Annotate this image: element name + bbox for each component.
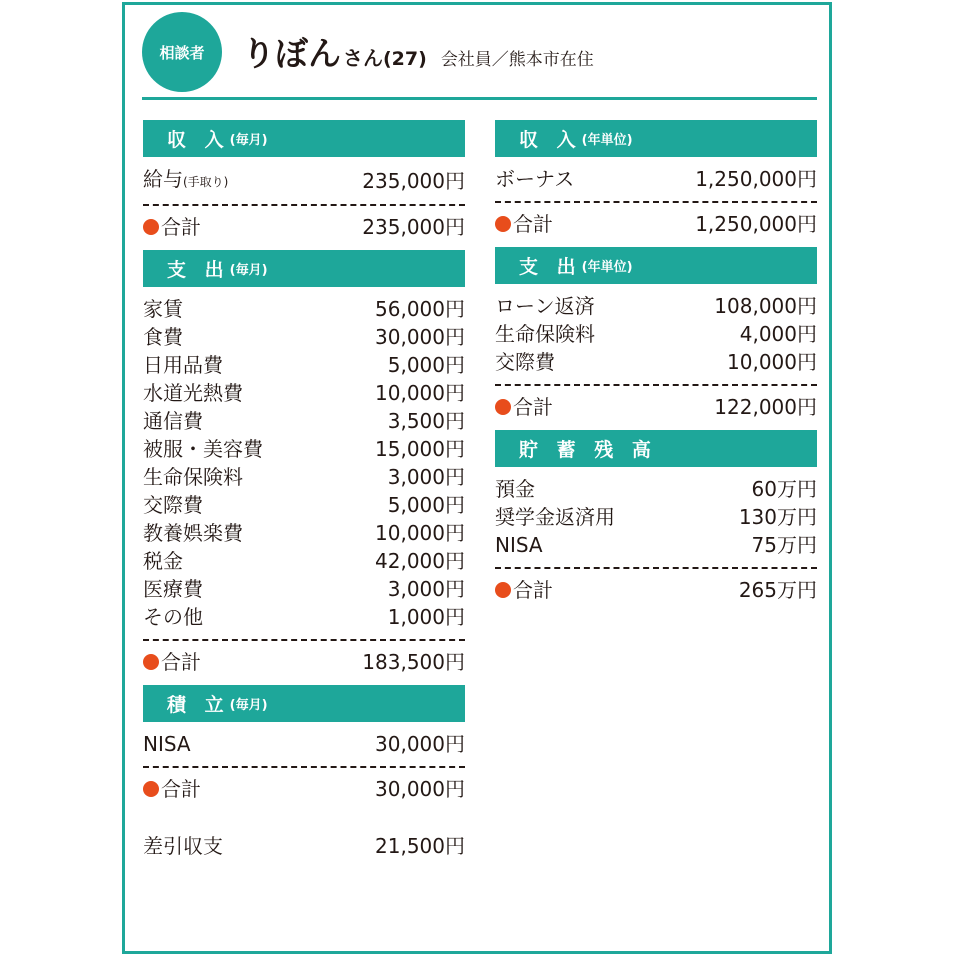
dashed-divider: [143, 639, 465, 641]
total-value: 1,250,000円: [695, 212, 817, 236]
row-value: 4,000円: [739, 322, 817, 346]
row-label: 食費: [143, 325, 183, 349]
dashed-divider: [495, 201, 817, 203]
bullet-dot-icon: [143, 781, 159, 797]
section-title: 支 出: [519, 256, 582, 278]
table-row: [143, 295, 465, 323]
table-row: [143, 547, 465, 575]
table-row: [143, 519, 465, 547]
bullet-dot-icon: [495, 216, 511, 232]
section-period: (毎月): [229, 263, 268, 278]
consultant-profile: 会社員／熊本市在住: [440, 50, 594, 70]
row-value: 3,000円: [387, 577, 465, 601]
section-title: 貯 蓄 残 高: [519, 439, 657, 461]
row-label: 給与(手取り): [143, 167, 229, 191]
row-value: 10,000円: [375, 521, 465, 545]
monthly-income-header: [143, 120, 465, 157]
table-row: [143, 351, 465, 379]
row-value: 3,000円: [387, 465, 465, 489]
table-row: [143, 730, 465, 758]
consultant-name: りぼん: [242, 34, 341, 73]
row-label: その他: [143, 605, 203, 629]
total-value: 235,000円: [362, 215, 465, 239]
total-label: 合計: [143, 212, 201, 242]
table-row: [143, 435, 465, 463]
total-label: 合計: [143, 647, 201, 677]
consultant-badge: 相談者: [142, 12, 222, 92]
total-label: 合計: [495, 575, 553, 605]
total-label: 合計: [143, 774, 201, 804]
table-row: [143, 165, 465, 196]
total-row: [143, 774, 465, 804]
row-label: 通信費: [143, 409, 203, 433]
table-row: [495, 320, 817, 348]
monthly-column: [143, 120, 465, 860]
row-value: 130万円: [738, 505, 817, 529]
dashed-divider: [495, 567, 817, 569]
section-period: (毎月): [229, 133, 268, 148]
section-period: (年単位): [581, 260, 633, 275]
monthly-expense-header: [143, 250, 465, 287]
row-label: 預金: [495, 477, 535, 501]
consultant-age: (27): [383, 48, 427, 70]
header-divider: [142, 97, 817, 100]
total-value: 265万円: [738, 578, 817, 602]
bullet-dot-icon: [495, 399, 511, 415]
dashed-divider: [143, 766, 465, 768]
row-value: 1,000円: [387, 605, 465, 629]
row-label: 生命保険料: [495, 322, 595, 346]
row-value: 56,000円: [375, 297, 465, 321]
bullet-dot-icon: [143, 654, 159, 670]
balance-row: [143, 832, 465, 860]
row-label: NISA: [143, 732, 191, 756]
row-label: 税金: [143, 549, 183, 573]
table-row: [495, 531, 817, 559]
total-row: [495, 392, 817, 422]
annual-income-header: [495, 120, 817, 157]
table-row: [143, 603, 465, 631]
row-value: 108,000円: [714, 294, 817, 318]
row-label: 生命保険料: [143, 465, 243, 489]
row-value: 60万円: [751, 477, 817, 501]
table-row: [143, 463, 465, 491]
total-value: 183,500円: [362, 650, 465, 674]
total-label: 合計: [495, 392, 553, 422]
total-value: 30,000円: [375, 777, 465, 801]
table-row: [495, 475, 817, 503]
total-row: [143, 647, 465, 677]
total-value: 122,000円: [714, 395, 817, 419]
row-value: 15,000円: [375, 437, 465, 461]
row-label: 医療費: [143, 577, 203, 601]
bullet-dot-icon: [143, 219, 159, 235]
row-label: 教養娯楽費: [143, 521, 243, 545]
row-label: NISA: [495, 533, 543, 557]
section-title: 収 入: [167, 129, 230, 151]
row-label: 被服・美容費: [143, 437, 263, 461]
total-row: [495, 209, 817, 239]
table-row: [143, 575, 465, 603]
section-period: (毎月): [229, 698, 268, 713]
table-row: [495, 503, 817, 531]
row-note: (手取り): [183, 175, 229, 189]
balance-value: 21,500円: [375, 834, 465, 858]
table-row: [143, 491, 465, 519]
row-label: 水道光熱費: [143, 381, 243, 405]
annual-column: [495, 120, 817, 605]
monthly-savings-header: [143, 685, 465, 722]
bullet-dot-icon: [495, 582, 511, 598]
table-row: [143, 323, 465, 351]
row-value: 235,000円: [362, 168, 465, 193]
section-title: 積 立: [167, 694, 230, 716]
consultant-honorific: さん: [343, 46, 383, 70]
row-label: 交際費: [143, 493, 203, 517]
row-value: 5,000円: [387, 493, 465, 517]
row-label: 日用品費: [143, 353, 223, 377]
total-row: [495, 575, 817, 605]
row-label: 交際費: [495, 350, 555, 374]
row-label: ボーナス: [495, 167, 575, 191]
row-value: 30,000円: [375, 732, 465, 756]
section-period: (年単位): [581, 133, 633, 148]
row-value: 75万円: [751, 533, 817, 557]
dashed-divider: [495, 384, 817, 386]
total-row: [143, 212, 465, 242]
section-title: 支 出: [167, 259, 230, 281]
savings-balance-header: [495, 430, 817, 467]
row-value: 10,000円: [375, 381, 465, 405]
table-row: [495, 165, 817, 193]
section-title: 収 入: [519, 129, 582, 151]
table-row: [143, 407, 465, 435]
row-label: ローン返済: [495, 294, 595, 318]
table-row: [495, 292, 817, 320]
row-value: 30,000円: [375, 325, 465, 349]
row-value: 5,000円: [387, 353, 465, 377]
row-label: 家賃: [143, 297, 183, 321]
row-value: 1,250,000円: [695, 167, 817, 191]
table-row: [495, 348, 817, 376]
row-value: 10,000円: [727, 350, 817, 374]
annual-expense-header: [495, 247, 817, 284]
balance-label: 差引収支: [143, 834, 223, 858]
consultant-header: [242, 28, 594, 78]
table-row: [143, 379, 465, 407]
row-value: 3,500円: [387, 409, 465, 433]
row-value: 42,000円: [375, 549, 465, 573]
row-label: 奨学金返済用: [495, 505, 615, 529]
dashed-divider: [143, 204, 465, 206]
total-label: 合計: [495, 209, 553, 239]
